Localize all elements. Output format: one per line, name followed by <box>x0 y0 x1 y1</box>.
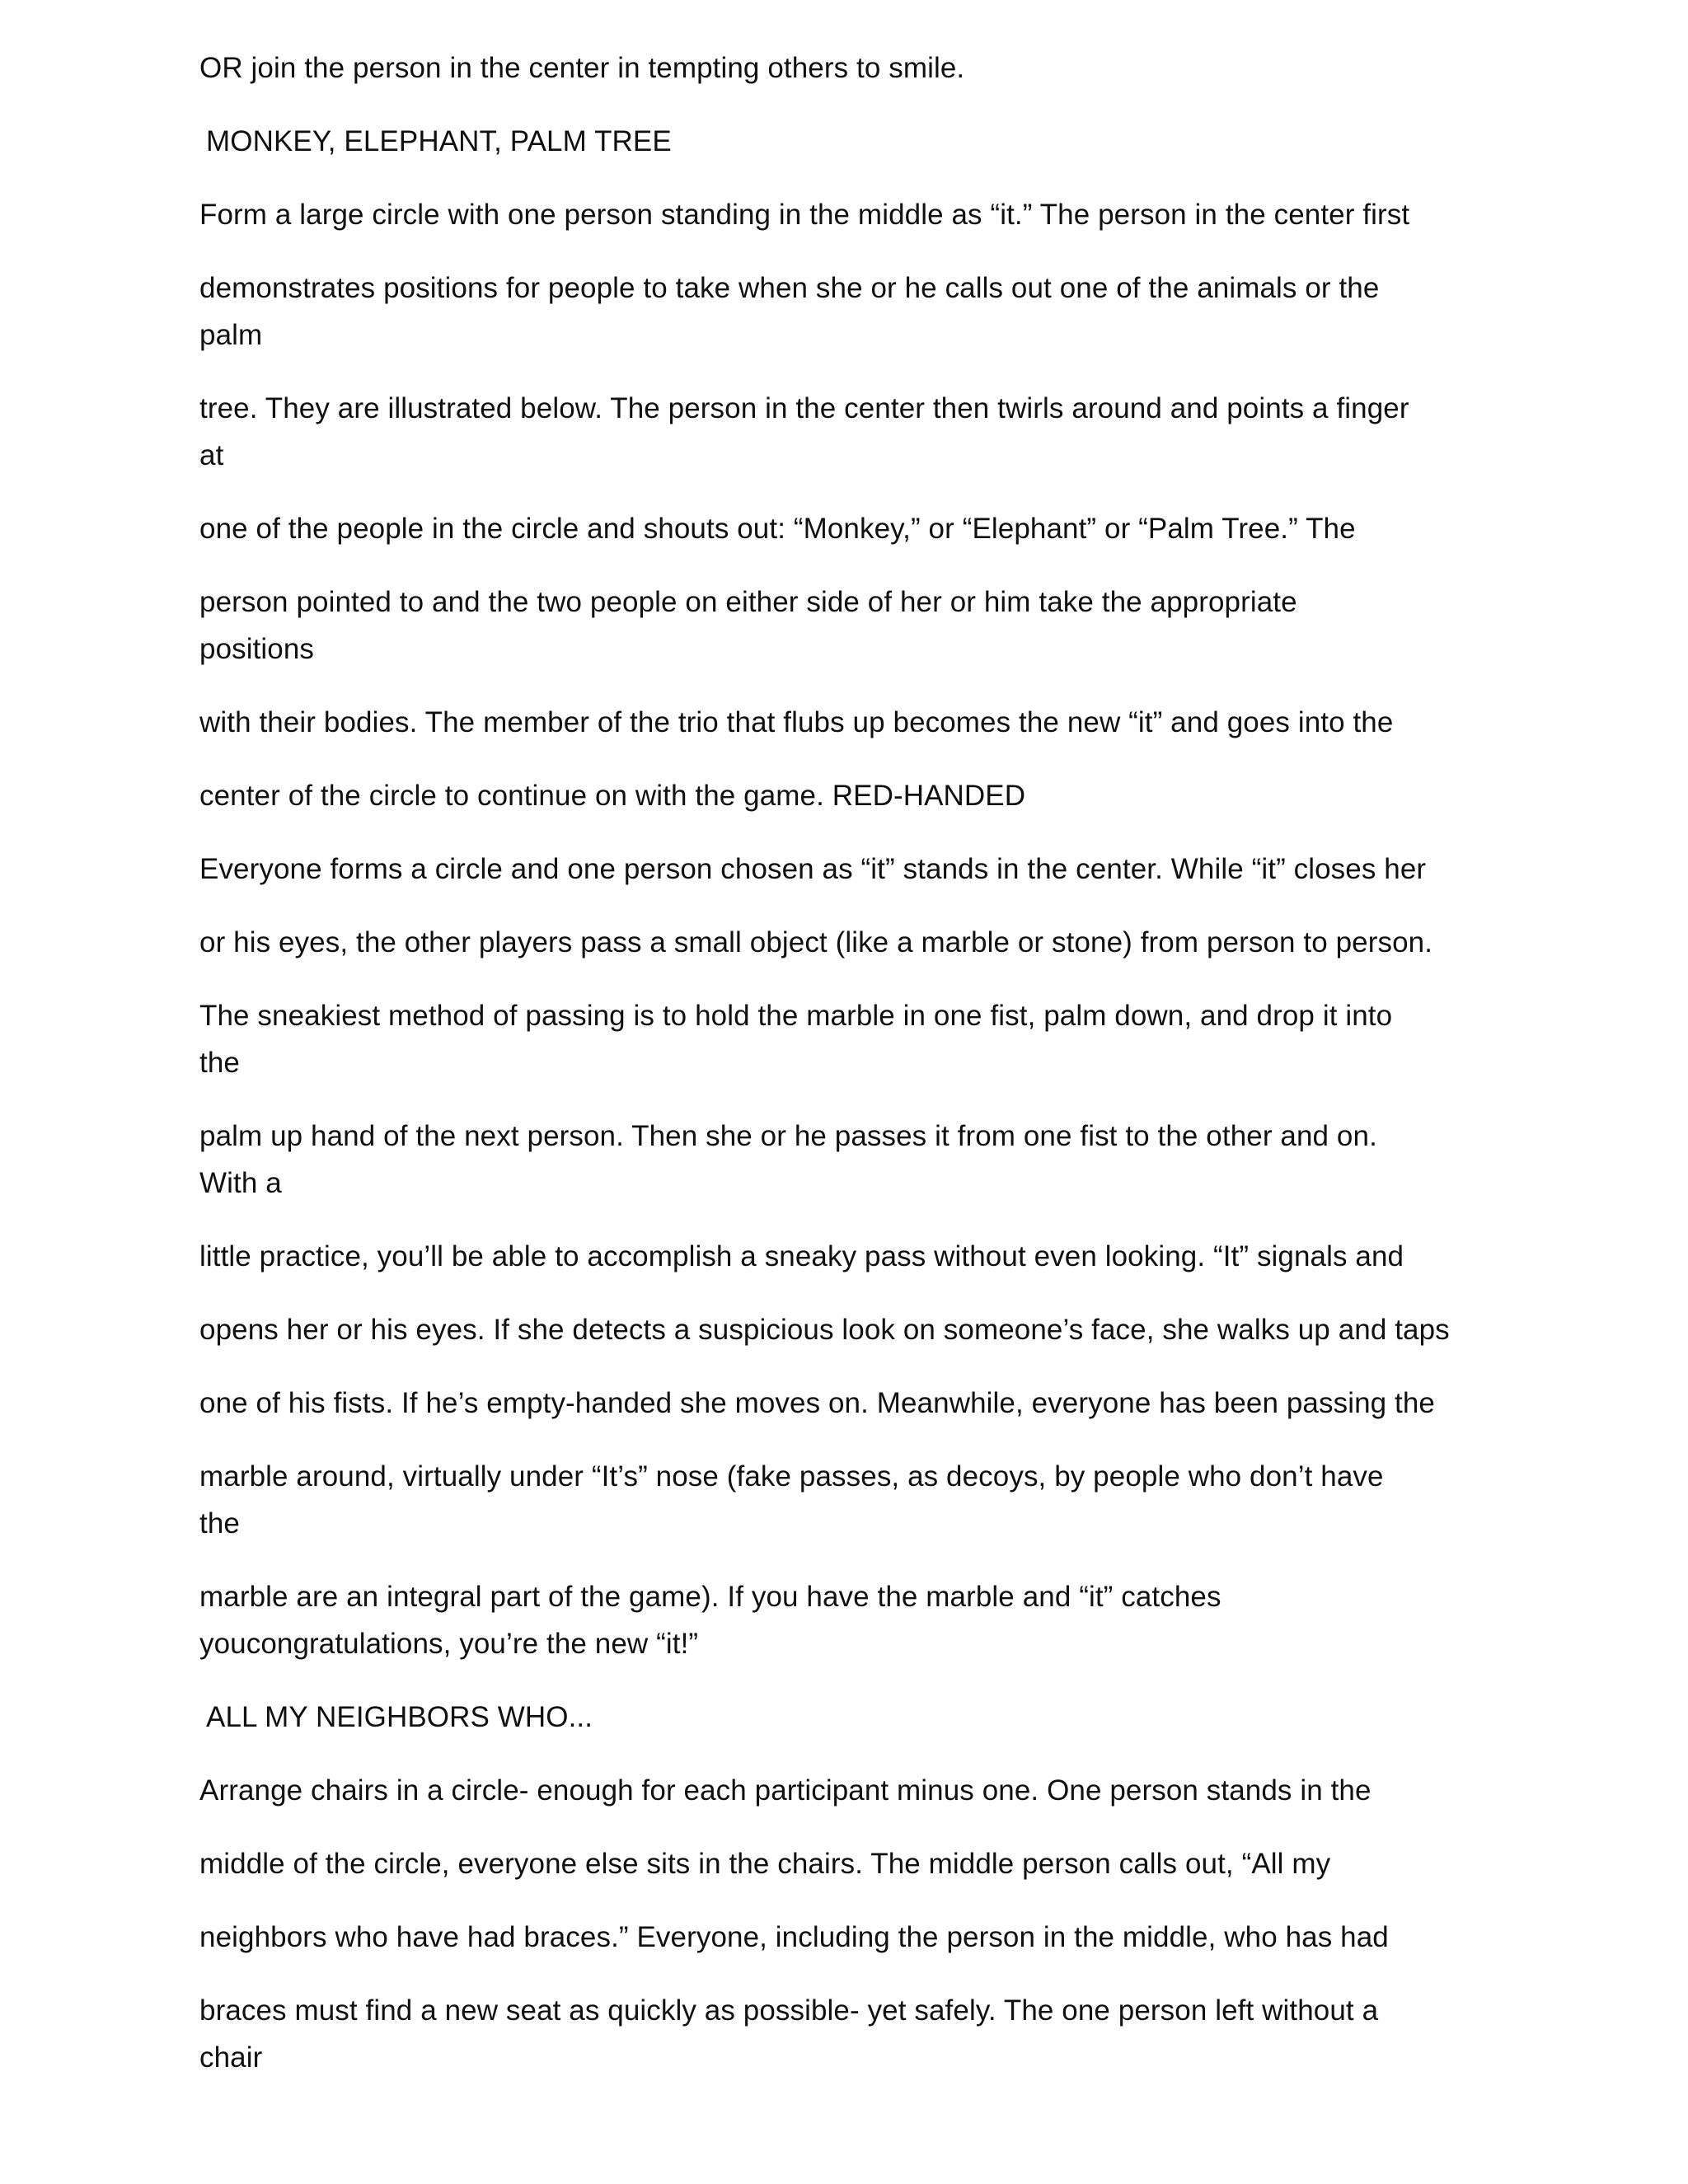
paragraph-line: little practice, you’ll be able to accomplish a sneaky pass without even looking. “It” signals and <box>199 1240 1404 1272</box>
paragraph-line: opens her or his eyes. If she detects a suspicious look on someone’s face, she walks up and taps <box>199 1314 1450 1346</box>
paragraph-line: person pointed to and the two people on either side of her or him take the appropriate positions <box>199 586 1297 665</box>
paragraph-line: OR join the person in the center in tempting others to smile. <box>199 52 965 84</box>
paragraph-line: tree. They are illustrated below. The person in the center then twirls around and points a finger at <box>199 392 1409 471</box>
section-heading-monkey-elephant-palm-tree: MONKEY, ELEPHANT, PALM TREE <box>206 125 672 157</box>
paragraph-line: marble around, virtually under “It’s” nose (fake passes, as decoys, by people who don’t have the <box>199 1460 1384 1540</box>
paragraph-line: The sneakiest method of passing is to hold the marble in one fist, palm down, and drop it into the <box>199 1000 1393 1079</box>
paragraph-line: neighbors who have had braces.” Everyone, including the person in the middle, who has had <box>199 1921 1389 1953</box>
paragraph-line: with their bodies. The member of the trio that flubs up becomes the new “it” and goes into the <box>199 706 1394 738</box>
paragraph-line: palm up hand of the next person. Then she or he passes it from one fist to the other and on. With a <box>199 1120 1377 1199</box>
paragraph-line: or his eyes, the other players pass a small object (like a marble or stone) from person to person. <box>199 926 1433 958</box>
paragraph-line: Arrange chairs in a circle- enough for each participant minus one. One person stands in the <box>199 1774 1372 1807</box>
paragraph-line: one of his fists. If he’s empty-handed she moves on. Meanwhile, everyone has been passing the <box>199 1387 1435 1419</box>
paragraph-line: middle of the circle, everyone else sits in the chairs. The middle person calls out, “All my <box>199 1848 1331 1880</box>
paragraph-line: marble are an integral part of the game). If you have the marble and “it” catches youcongratulations, you’re the new “it!” <box>199 1581 1221 1660</box>
section-heading-all-my-neighbors: ALL MY NEIGHBORS WHO... <box>206 1701 593 1733</box>
paragraph-line: center of the circle to continue on with the game. RED-HANDED <box>199 780 1026 812</box>
paragraph-line: demonstrates positions for people to take when she or he calls out one of the animals or the palm <box>199 272 1380 351</box>
paragraph-line: Everyone forms a circle and one person chosen as “it” stands in the center. While “it” closes her <box>199 853 1427 885</box>
paragraph-line: Form a large circle with one person standing in the middle as “it.” The person in the center first <box>199 199 1410 231</box>
paragraph-line: one of the people in the circle and shouts out: “Monkey,” or “Elephant” or “Palm Tree.” The <box>199 513 1356 545</box>
paragraph-line: braces must find a new seat as quickly as possible- yet safely. The one person left without a chair <box>199 1994 1379 2074</box>
